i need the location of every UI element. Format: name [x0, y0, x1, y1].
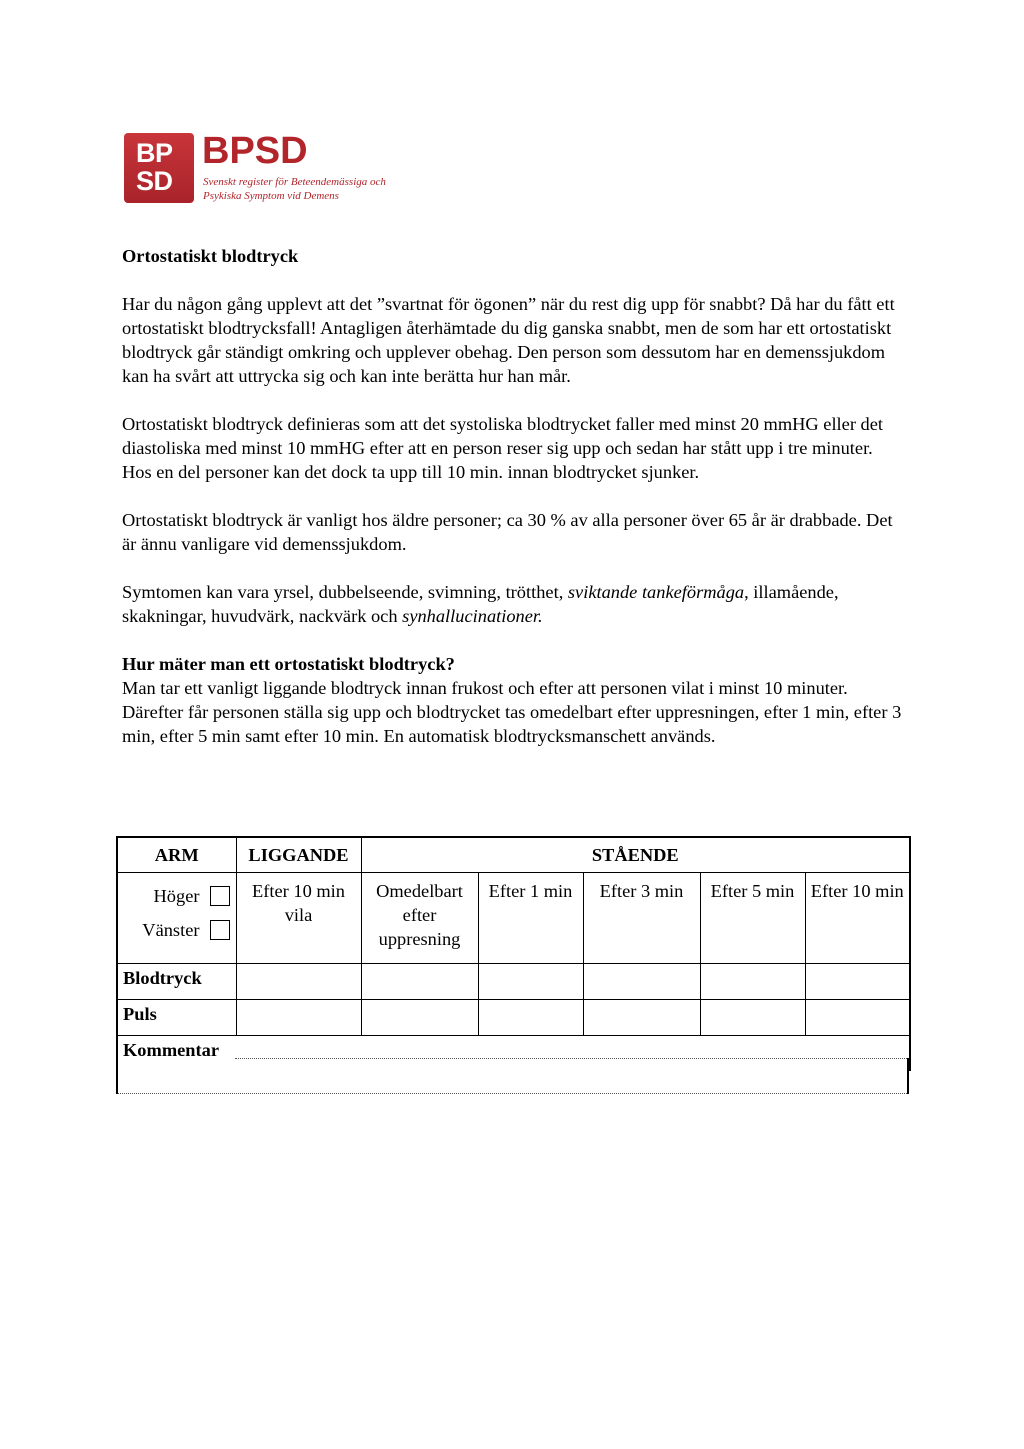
logo-tagline-line2: Psykiska Symptom vid Demens	[203, 190, 339, 202]
bp-cell[interactable]	[700, 964, 805, 1000]
page-title: Ortostatiskt blodtryck	[122, 246, 299, 266]
pulse-cell[interactable]	[805, 1000, 910, 1036]
logo-name: BPSD	[202, 130, 308, 172]
paragraph-prevalence: Ortostatiskt blodtryck är vanligt hos äldre personer; ca 30 % av alla personer över 65 år är drabbade. Det är ännu vanligare vid demenssjukdom.	[122, 510, 893, 554]
col-after-5-min: Efter 5 min	[700, 873, 805, 964]
col-immediately-after-rising: Omedelbart efter uppresning	[361, 873, 478, 964]
logo-mark-line1: BP	[136, 138, 173, 168]
symptoms-text-mid: , illamående, skakningar, huvudvärk, nackvärk och	[122, 582, 839, 626]
symptoms-italic-1: sviktande tankeförmåga	[567, 582, 745, 602]
arm-option-right[interactable]	[122, 879, 230, 913]
measurement-table	[116, 836, 911, 1071]
pulse-cell[interactable]	[700, 1000, 805, 1036]
bp-cell[interactable]	[236, 964, 361, 1000]
bp-cell[interactable]	[583, 964, 700, 1000]
comment-line-2	[118, 1093, 907, 1094]
logo-mark	[124, 133, 194, 203]
col-after-10-min-rest: Efter 10 min vila	[236, 873, 361, 964]
pulse-cell[interactable]	[236, 1000, 361, 1036]
arm-option-left[interactable]	[122, 913, 230, 947]
paragraph-method: Man tar ett vanligt liggande blodtryck innan frukost och efter att personen vilat i minst 10 minuter. Därefter får personen ställa sig upp och blodtrycket tas omedelbart efter uppresningen, efter 1 min, efter 3 min, efter 5 min samt efter 10 min. En automatisk blodtrycksmanschett används.	[122, 678, 902, 746]
header-arm: ARM	[117, 837, 236, 873]
bp-cell[interactable]	[478, 964, 583, 1000]
header-standing: STÅENDE	[361, 837, 910, 873]
pulse-cell[interactable]	[478, 1000, 583, 1036]
logo-tagline-line1: Svenskt register för Beteendemässiga och	[203, 176, 386, 188]
bp-cell[interactable]	[361, 964, 478, 1000]
paragraph-intro: Har du någon gång upplevt att det ”svartnat för ögonen” när du rest dig upp för snabbt? Då har du fått ett ortostatiskt blodtrycksfall! Antagligen återhämtade du dig ganska snabbt, men de som har ett ortostatiskt blodtryck går ständigt omkring och upplever obehag. Den person som dessutom har en demenssjukdom kan ha svårt att uttrycka sig och kan inte berätta hur han mår.	[122, 294, 895, 386]
arm-left-checkbox[interactable]	[210, 920, 230, 940]
document-body	[122, 244, 902, 748]
row-label-blood-pressure: Blodtryck	[117, 964, 236, 1000]
bp-cell[interactable]	[805, 964, 910, 1000]
arm-select-cell	[117, 873, 236, 964]
comment-field[interactable]	[116, 1058, 909, 1094]
logo-tagline	[203, 175, 443, 203]
row-label-comment: Kommentar	[117, 1036, 910, 1072]
col-after-1-min: Efter 1 min	[478, 873, 583, 964]
comment-line-1	[235, 1058, 907, 1059]
symptoms-italic-2: synhallucinationer.	[402, 606, 543, 626]
pulse-cell[interactable]	[583, 1000, 700, 1036]
pulse-cell[interactable]	[361, 1000, 478, 1036]
arm-right-checkbox[interactable]	[210, 886, 230, 906]
symptoms-text-start: Symtomen kan vara yrsel, dubbelseende, svimning, trötthet,	[122, 582, 568, 602]
row-label-pulse: Puls	[117, 1000, 236, 1036]
arm-right-label: Höger	[153, 886, 200, 906]
logo-mark-line2: SD	[136, 166, 173, 196]
col-after-3-min: Efter 3 min	[583, 873, 700, 964]
section-heading: Hur mäter man ett ortostatiskt blodtryck?	[122, 654, 455, 674]
arm-left-label: Vänster	[142, 920, 200, 940]
paragraph-symptoms	[122, 580, 902, 628]
paragraph-definition: Ortostatiskt blodtryck definieras som att det systoliska blodtrycket faller med minst 20 mmHG eller det diastoliska med minst 10 mmHG efter att en person reser sig upp och sedan har stått upp i tre minuter. Hos en del personer kan det dock ta upp till 10 min. innan blodtrycket sjunker.	[122, 414, 884, 482]
col-after-10-min: Efter 10 min	[805, 873, 910, 964]
header-lying: LIGGANDE	[236, 837, 361, 873]
